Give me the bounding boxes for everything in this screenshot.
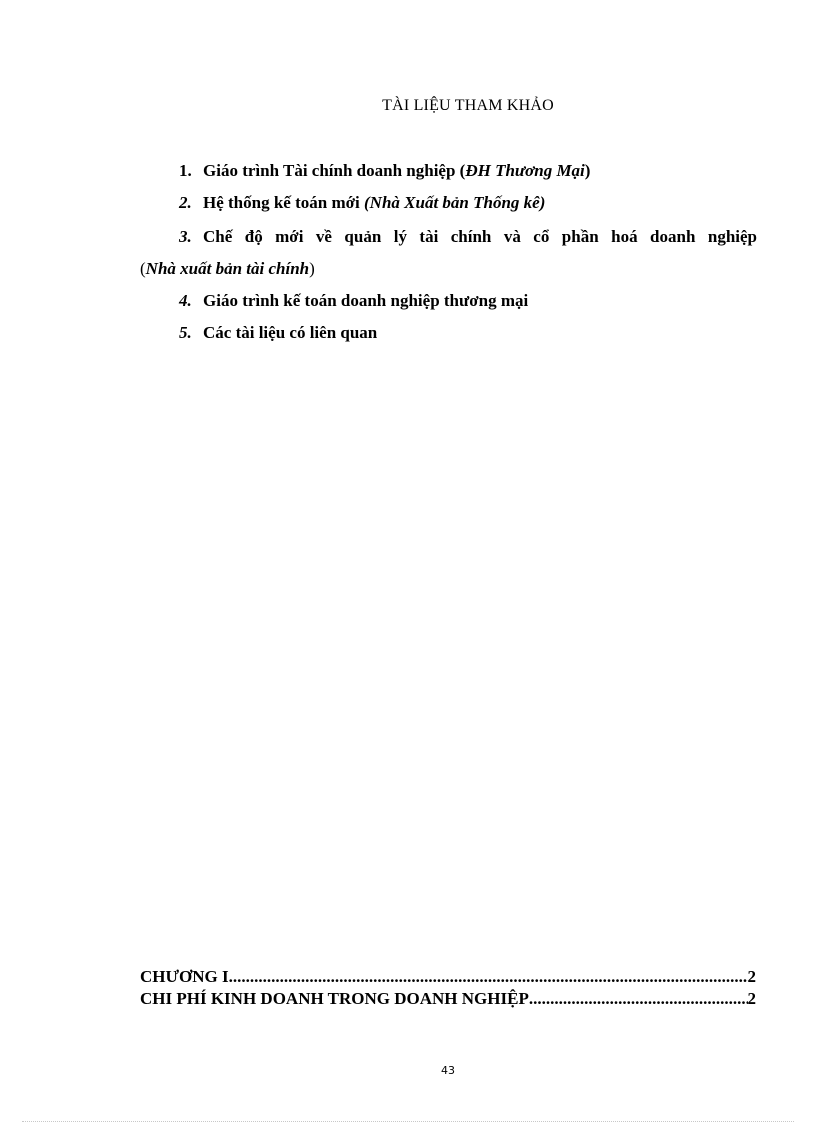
reference-item-4 <box>179 291 528 311</box>
reference-item-3 <box>179 227 757 247</box>
reference-text: Các tài liệu có liên quan <box>203 323 378 342</box>
reference-item-2 <box>179 193 545 213</box>
toc-leader-dots <box>529 989 748 1009</box>
toc-entry-business-costs[interactable] <box>140 989 756 1009</box>
toc-entry-page: 2 <box>747 989 756 1008</box>
reference-source: (Nhà Xuất bản Thống kê) <box>364 193 546 212</box>
toc-entry-chapter-1[interactable] <box>140 967 756 987</box>
reference-text: Chế độ mới về quản lý tài chính và cổ phần hoá doanh nghiệp <box>203 227 757 246</box>
reference-source: Nhà xuất bản tài chính <box>145 259 310 278</box>
page-bottom-rule <box>22 1121 794 1122</box>
toc-entry-label: CHI PHÍ KINH DOANH TRONG DOANH NGHIỆP <box>140 989 529 1008</box>
reference-number: 2. <box>179 193 192 212</box>
reference-number: 3. <box>179 227 192 246</box>
page-title: TÀI LIỆU THAM KHẢO <box>382 97 554 114</box>
reference-number: 1. <box>179 161 192 180</box>
reference-close: ) <box>309 259 315 278</box>
reference-source: ĐH Thương Mại <box>465 161 585 180</box>
reference-text: Giáo trình Tài chính doanh nghiệp ( <box>203 161 466 180</box>
reference-item-1 <box>179 161 590 181</box>
reference-item-5 <box>179 323 377 343</box>
page-number: 43 <box>441 1064 455 1077</box>
toc-entry-page: 2 <box>747 967 756 986</box>
toc-entry-label: CHƯƠNG I <box>140 967 229 986</box>
reference-open: ( <box>140 259 146 278</box>
reference-text: Hệ thống kế toán mới <box>203 193 365 212</box>
reference-close: ) <box>584 161 591 180</box>
reference-number: 4. <box>179 291 192 310</box>
toc-leader-dots <box>229 967 748 987</box>
reference-item-3-continuation <box>140 259 315 279</box>
reference-number: 5. <box>179 323 192 342</box>
reference-text: Giáo trình kế toán doanh nghiệp thương mại <box>203 291 529 310</box>
